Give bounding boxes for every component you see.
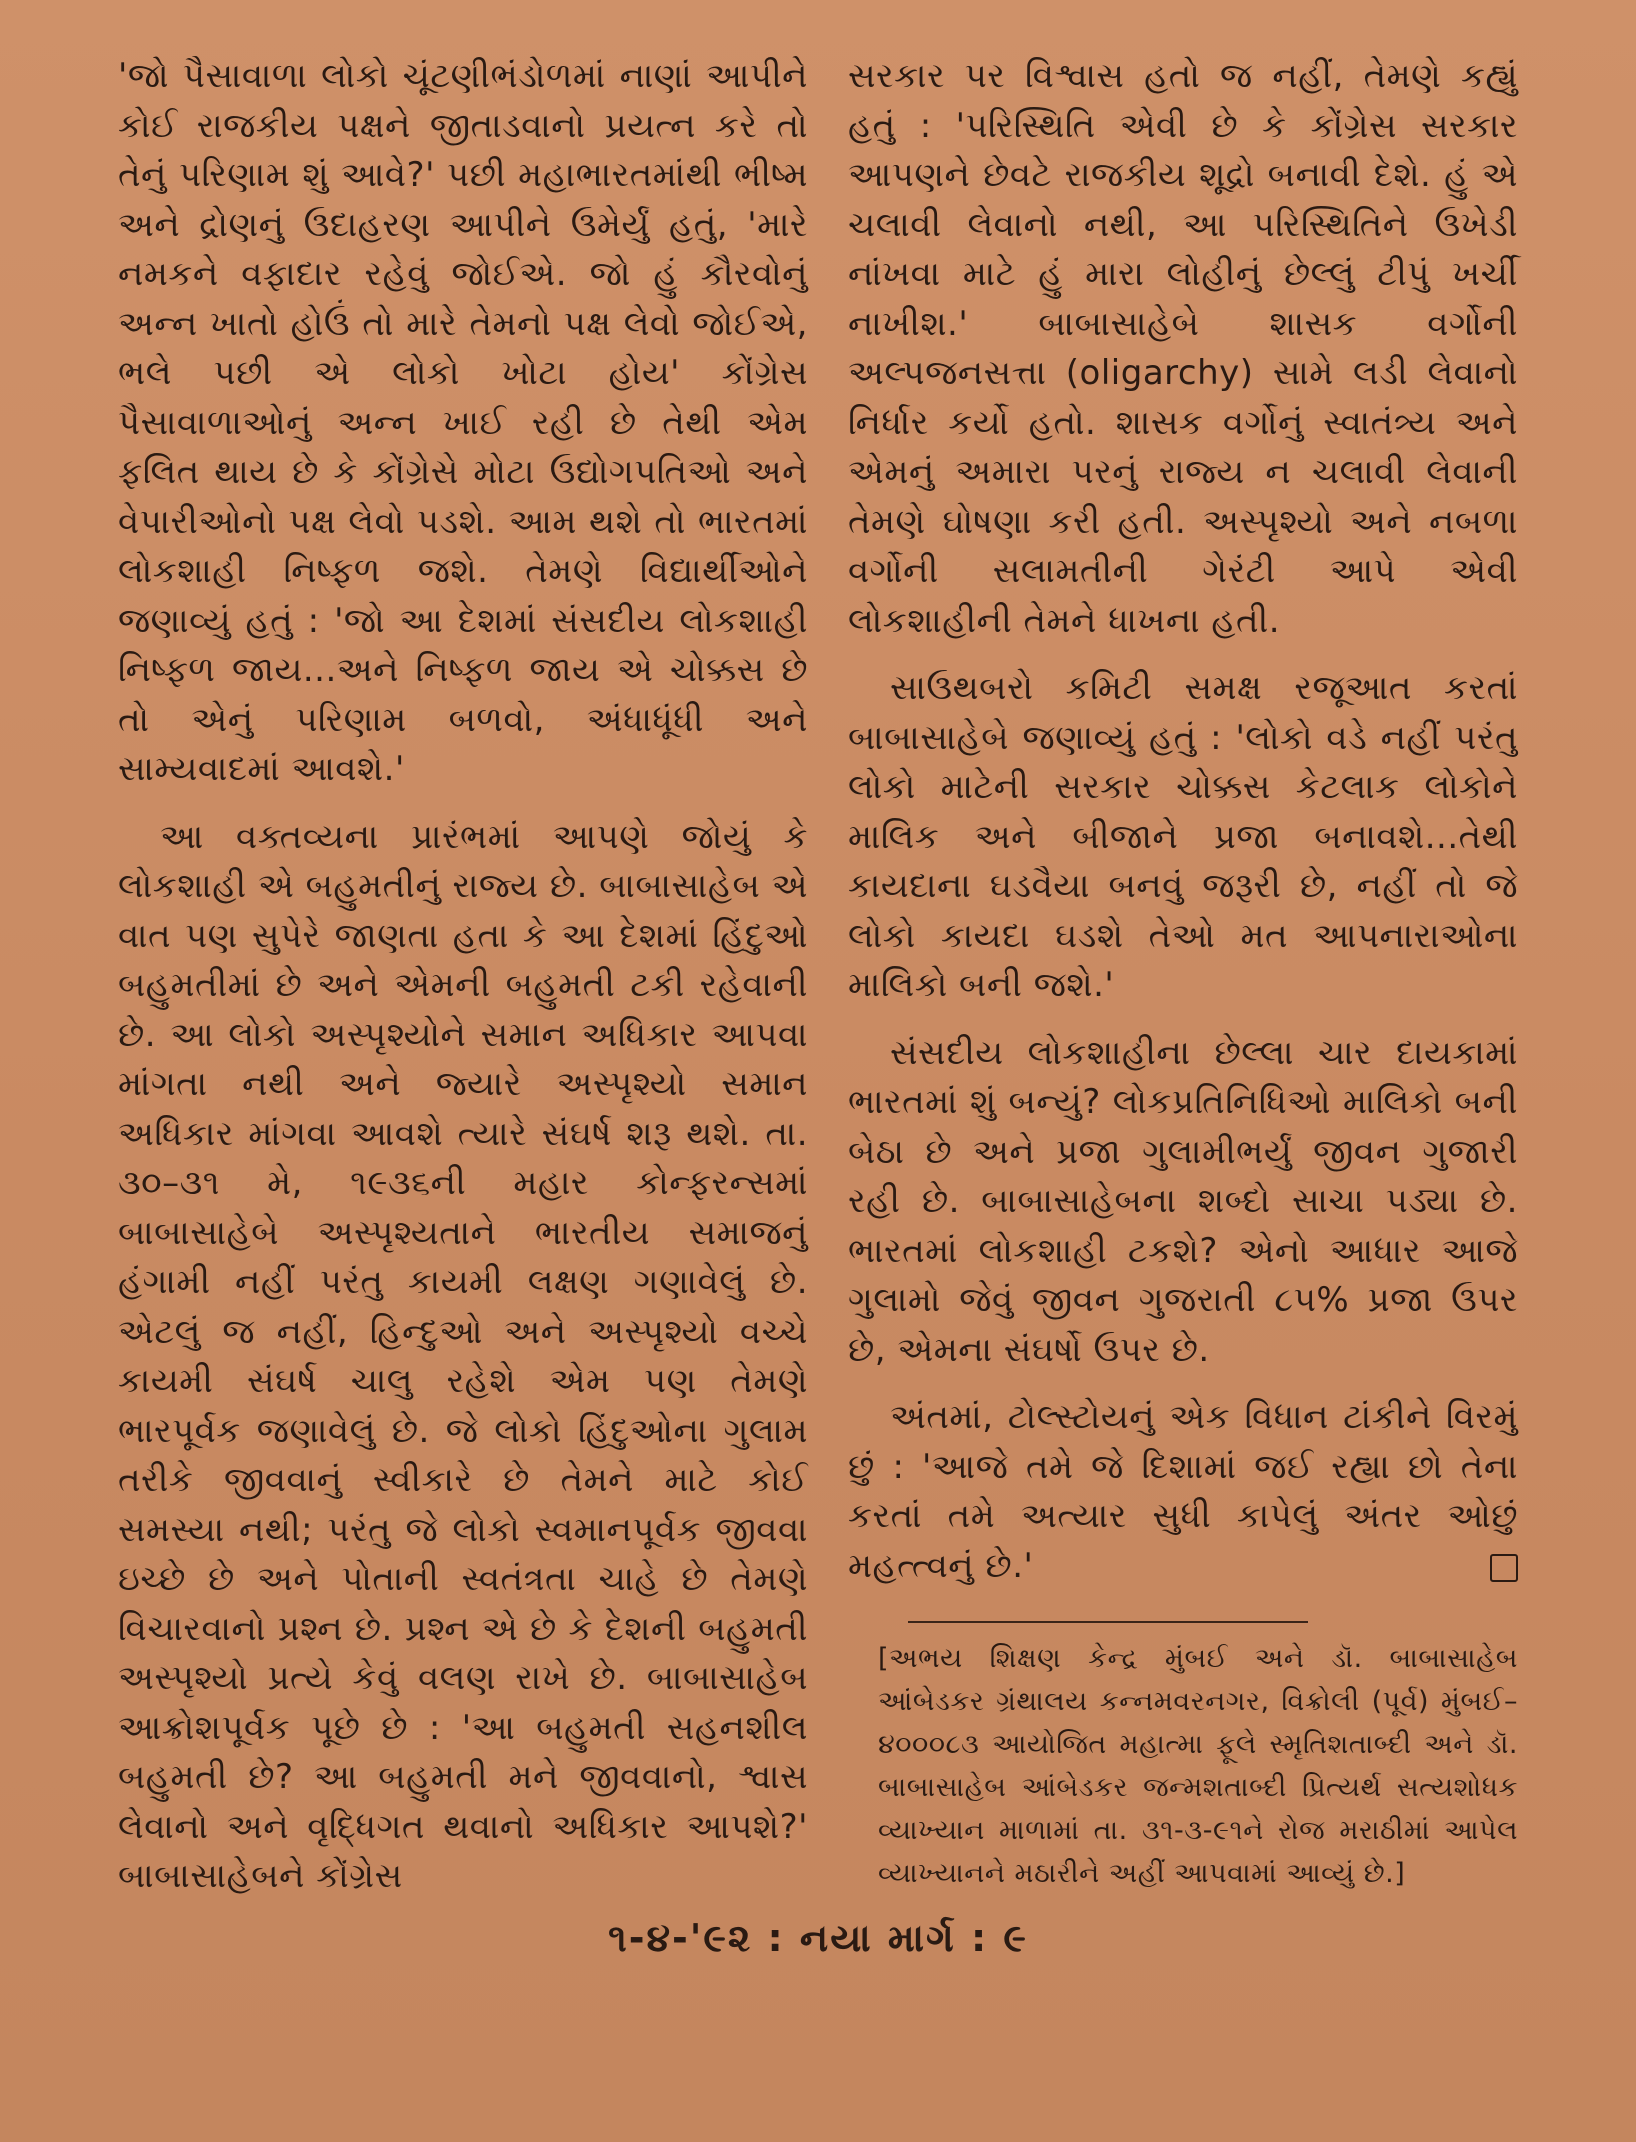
end-mark-icon [1490,1554,1518,1582]
closing-text: અંતમાં, ટોલ્સ્ટોયનું એક વિધાન ટાંકીને વિરમું છું : 'આજે તમે જે દિશામાં જઈ રહ્યા છો તેના કરતાં તમે અત્યાર સુધી કાપેલું અંતર ઓછું મહત્ત્વનું છે.' [848,1397,1518,1586]
paragraph: સંસદીય લોકશાહીના છેલ્લા ચાર દાયકામાં ભારતમાં શું બન્યું? લોકપ્રતિનિધિઓ માલિકો બની બેઠા છે અને પ્રજા ગુલામીભર્યું જીવન ગુજારી રહી છે. બાબાસાહેબના શબ્દો સાચા પડ્યા છે. ભારતમાં લોકશાહી ટકશે? એનો આધાર આજે ગુલામો જેવું જીવન ગુજરાતી ૮૫% પ્રજા ઉપર છે, એમના સંઘર્ષો ઉપર છે. [848,1032,1518,1370]
paragraph: સાઉથબરો કમિટી સમક્ષ રજૂઆત કરતાં બાબાસાહેબે જણાવ્યું હતું : 'લોકો વડે નહીં પરંતુ લોકો માટેની સરકાર ચોક્કસ કેટલાક લોકોને માલિક અને બીજાને પ્રજા બનાવશે...તેથી કાયદાના ઘડવૈયા બનવું જરૂરી છે, નહીં તો જે લોકો કાયદા ઘડશે તેઓ મત આપનારાઓના માલિકો બની જશે.' [848,668,1518,1005]
closing-paragraph [848,1393,1518,1591]
page-footer: ૧-૪-'૯૨ : નયા માર્ગ : ૯ [608,1916,1028,1960]
right-column [848,52,1518,1895]
left-column [118,52,808,1902]
paragraph: સરકાર પર વિશ્વાસ હતો જ નહીં, તેમણે કહ્યું હતું : 'પરિસ્થિતિ એવી છે કે કોંગ્રેસ સરકાર આપણને છેવટે રાજકીય શૂદ્રો બનાવી દેશે. હું એ ચલાવી લેવાનો નથી, આ પરિસ્થિતિને ઉખેડી નાંખવા માટે હું મારા લોહીનું છેલ્લું ટીપું ખર્ચી નાખીશ.' બાબાસાહેબે શાસક વર્ગોની અલ્પજનસત્તા (oligarchy) સામે લડી લેવાનો નિર્ધાર કર્યો હતો. શાસક વર્ગોનું સ્વાતંત્ર્ય અને એમનું અમારા પરનું રાજ્ય ન ચલાવી લેવાની તેમણે ઘોષણા કરી હતી. અસ્પૃશ્યો અને નબળા વર્ગોની સલામતીની ગેરંટી આપે એવી લોકશાહીની તેમને ધાખના હતી. [848,56,1518,641]
paragraph: 'જો પૈસાવાળા લોકો ચૂંટણીભંડોળમાં નાણાં આપીને કોઈ રાજકીય પક્ષને જીતાડવાનો પ્રયત્ન કરે તો તેનું પરિણામ શું આવે?' પછી મહાભારતમાંથી ભીષ્મ અને દ્રોણનું ઉદાહરણ આપીને ઉમેર્યું હતું, 'મારે નમકને વફાદાર રહેવું જોઈએ. જો હું કૌરવોનું અન્ન ખાતો હોઉં તો મારે તેમનો પક્ષ લેવો જોઈએ, ભલે પછી એ લોકો ખોટા હોય' કોંગ્રેસ પૈસાવાળાઓનું અન્ન ખાઈ રહી છે તેથી એમ ફલિત થાય છે કે કોંગ્રેસે મોટા ઉદ્યોગપતિઓ અને વેપારીઓનો પક્ષ લેવો પડશે. આમ થશે તો ભારતમાં લોકશાહી નિષ્ફળ જશે. તેમણે વિદ્યાર્થીઓને જણાવ્યું હતું : 'જો આ દેશમાં સંસદીય લોકશાહી નિષ્ફળ જાય...અને નિષ્ફળ જાય એ ચોક્કસ છે તો એનું પરિણામ બળવો, અંધાધૂંધી અને સામ્યવાદમાં આવશે.' [118,56,808,789]
paragraph: આ વક્તવ્યના પ્રારંભમાં આપણે જોયું કે લોકશાહી એ બહુમતીનું રાજ્ય છે. બાબાસાહેબ એ વાત પણ સુપેરે જાણતા હતા કે આ દેશમાં હિંદુઓ બહુમતીમાં છે અને એમની બહુમતી ટકી રહેવાની છે. આ લોકો અસ્પૃશ્યોને સમાન અધિકાર આપવા માંગતા નથી અને જ્યારે અસ્પૃશ્યો સમાન અધિકાર માંગવા આવશે ત્યારે સંઘર્ષ શરૂ થશે. તા. ૩૦–૩૧ મે, ૧૯૩૬ની મહાર કોન્ફરન્સમાં બાબાસાહેબે અસ્પૃશ્યતાને ભારતીય સમાજનું હંગામી નહીં પરંતુ કાયમી લક્ષણ ગણાવેલું છે. એટલું જ નહીં, હિન્દુઓ અને અસ્પૃશ્યો વચ્ચે કાયમી સંઘર્ષ ચાલુ રહેશે એમ પણ તેમણે ભારપૂર્વક જણાવેલું છે. જે લોકો હિંદુઓના ગુલામ તરીકે જીવવાનું સ્વીકારે છે તેમને માટે કોઈ સમસ્યા નથી; પરંતુ જે લોકો સ્વમાનપૂર્વક જીવવા ઇચ્છે છે અને પોતાની સ્વતંત્રતા ચાહે છે તેમણે વિચારવાનો પ્રશ્ન છે. પ્રશ્ન એ છે કે દેશની બહુમતી અસ્પૃશ્યો પ્રત્યે કેવું વલણ રાખે છે. બાબાસાહેબ આક્રોશપૂર્વક પૂછે છે : 'આ બહુમતી સહનશીલ બહુમતી છે? આ બહુમતી મને જીવવાનો, શ્વાસ લેવાનો અને વૃદ્ધિગત થવાનો અધિકાર આપશે?' બાબાસાહેબને કોંગ્રેસ [118,816,808,1896]
footnote: [અભય શિક્ષણ કેન્દ્ર મુંબઈ અને ડૉ. બાબાસાહેબ આંબેડકર ગ્રંથાલય કન્નમવરનગર, વિક્રોલી (પૂર્વ) મુંબઈ–૪૦૦૦૮૩ આયોજિત મહાત્મા ફૂલે સ્મૃતિશતાબ્દી અને ડૉ. બાબાસાહેબ આંબેડકર જન્મશતાબ્દી પ્રિત્યર્થ સત્યશોધક વ્યાખ્યાન માળામાં તા. ૩૧-૩-૯૧ને રોજ મરાઠીમાં આપેલ વ્યાખ્યાનને મઠારીને અહીં આપવામાં આવ્યું છે.] [878,1643,1518,1889]
footnote-divider [908,1621,1308,1623]
